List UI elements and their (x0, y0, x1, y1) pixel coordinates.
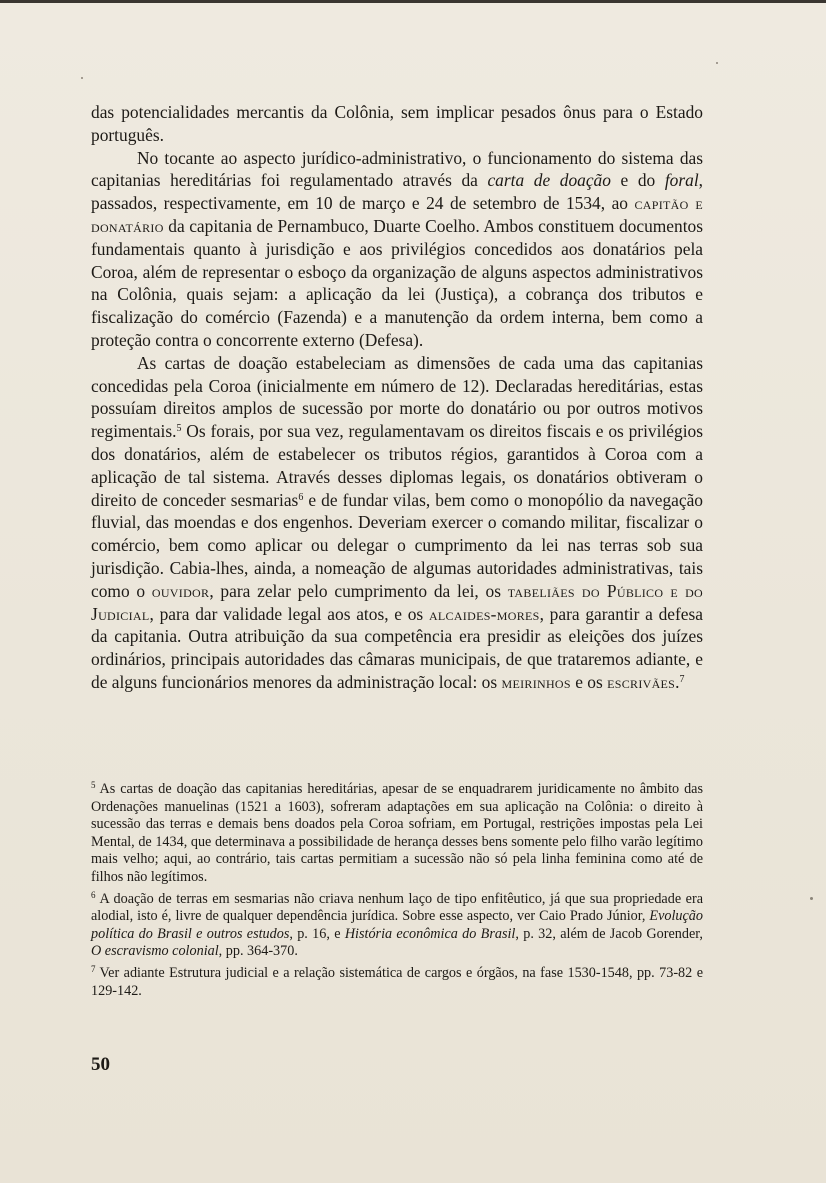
scan-edge (0, 0, 826, 3)
text-run: Ver adiante Estrutura judicial e a relação sistemática de cargos e órgãos, na fase 1530-1548, pp. 73-82 e 129-142. (91, 964, 703, 999)
text-run: e de fundar vilas, bem como o monopólio da navegação fluvial, das moendas e dos engenhos. Deveriam exercer o comando militar, fiscalizar o comércio, bem como aplicar ou delegar o cumprimento da lei nas terras sob sua jurisdição. Cabia-lhes, ainda, a nomeação de algumas autoridades administrativas, tais como o (91, 489, 703, 601)
footnote (91, 961, 703, 1000)
italic-term: O escravismo colonial (91, 943, 219, 960)
main-text (91, 101, 703, 694)
footnote-number: 6 (91, 889, 96, 900)
page-number: 50 (91, 1054, 110, 1075)
office-term: tabeliães do Público e do Judicial (91, 580, 704, 624)
text-run: das potencialidades mercantis da Colônia, sem implicar pesados ônus para o Estado português. (91, 102, 703, 145)
text-run: Os forais, por sua vez, regulamentavam os direitos fiscais e os privilégios dos donatários, além de estabelecer os tributos régios, garantidos à Coroa com a aplicação de tal sistema. Através desses diplomas legais, os donatários obtiveram o direito de conceder sesmarias (91, 421, 703, 510)
text-run: da capitania de Pernambuco, Duarte Coelho. Ambos constituem documentos fundamentais quanto à jurisdição e aos privilégios concedidos aos donatários pela Coroa, além de representar o esboço da organização de alguns aspectos administrativos na Colônia, quais sejam: a aplicação da lei (Justiça), a cobrança dos tributos e fiscalização do comércio (Fazenda) e a manutenção da ordem interna, bem como a proteção contra o concorrente externo (Defesa). (91, 215, 703, 350)
text-run: As cartas de doação estabeleciam as dimensões de cada uma das capitanias concedidas pela Coroa (inicialmente em número de 12). Declaradas hereditárias, estas possuíam direitos amplos de sucessão por morte do donatário ou por outros motivos regimentais. (91, 352, 703, 442)
text-run: No tocante ao aspecto jurídico-administrativo, o funcionamento do sistema das capitanias hereditárias foi regulamentado através da (91, 147, 703, 191)
footnote-number: 7 (91, 963, 96, 974)
text-run: . (675, 671, 680, 692)
footnote-ref: 6 (298, 491, 304, 503)
scan-speck (716, 62, 718, 64)
text-run: As cartas de doação das capitanias hereditárias, apesar de se enquadrarem juridicamente no âmbito das Ordenações manuelinas (1521 a 1603), sofreram adaptações em sua aplicação na Colônia: o direito à sucessão das terras e demais bens doados pela Coroa sofriam, em Portugal, restrições impostas pela Lei Mental, de 1434, que determinava a possibilidade de herança desses bens somente pelo filho varão legítimo mais velho; aqui, ao contrário, tais cartas permitiam a sucessão não só pela linha feminina como até de filhos não legítimos. (91, 781, 703, 885)
text-run: , pp. 364-370. (218, 943, 298, 960)
footnote (91, 777, 703, 887)
footnotes (91, 777, 703, 1000)
text-run: , para garantir a defesa da capitania. Outra atribuição da sua competência era presidir as eleições dos juízes ordinários, principais autoridades das câmaras municipais, de que trataremos adiante, e de alguns funcionários menores da administração local: os (91, 603, 703, 692)
office-term: meirinhos (501, 671, 571, 692)
text-run: , para dar validade legal aos atos, e os (149, 603, 429, 624)
office-term: escrivães (607, 671, 676, 692)
text-run: e do (610, 170, 665, 191)
office-term: ouvidor (151, 580, 210, 601)
scan-speck (81, 77, 83, 79)
scan-speck (810, 897, 813, 900)
footnote (91, 887, 703, 961)
text-run: , p. 16, e (289, 925, 345, 942)
paragraph (91, 352, 703, 694)
office-term: alcaides-mores (428, 603, 540, 624)
italic-term: Evolução política do Brasil e outros estudos (91, 908, 703, 942)
footnote-number: 5 (91, 780, 96, 790)
footnote-ref: 5 (176, 423, 182, 435)
paragraph (91, 101, 703, 147)
text-run: , para zelar pelo cumprimento da lei, os (209, 580, 508, 601)
text-run: , passados, respectivamente, em 10 de março e 24 de setembro de 1534, ao (91, 170, 704, 214)
paragraph (91, 147, 703, 352)
italic-term: carta de doação (487, 170, 611, 191)
italic-term: História econômica do Brasil (344, 925, 516, 942)
italic-term: foral (664, 170, 699, 191)
office-term: capitão e donatário (91, 193, 703, 236)
text-run: , p. 32, além de Jacob Gorender, (515, 925, 703, 942)
text-run: A doação de terras em sesmarias não criava nenhum laço de tipo enfitêutico, já que sua propriedade era alodial, isto é, livre de qualquer dependência jurídica. Sobre esse aspecto, ver Caio Prado Júnior, (91, 890, 703, 925)
text-run: e os (570, 671, 608, 692)
footnote-ref: 7 (679, 673, 685, 685)
